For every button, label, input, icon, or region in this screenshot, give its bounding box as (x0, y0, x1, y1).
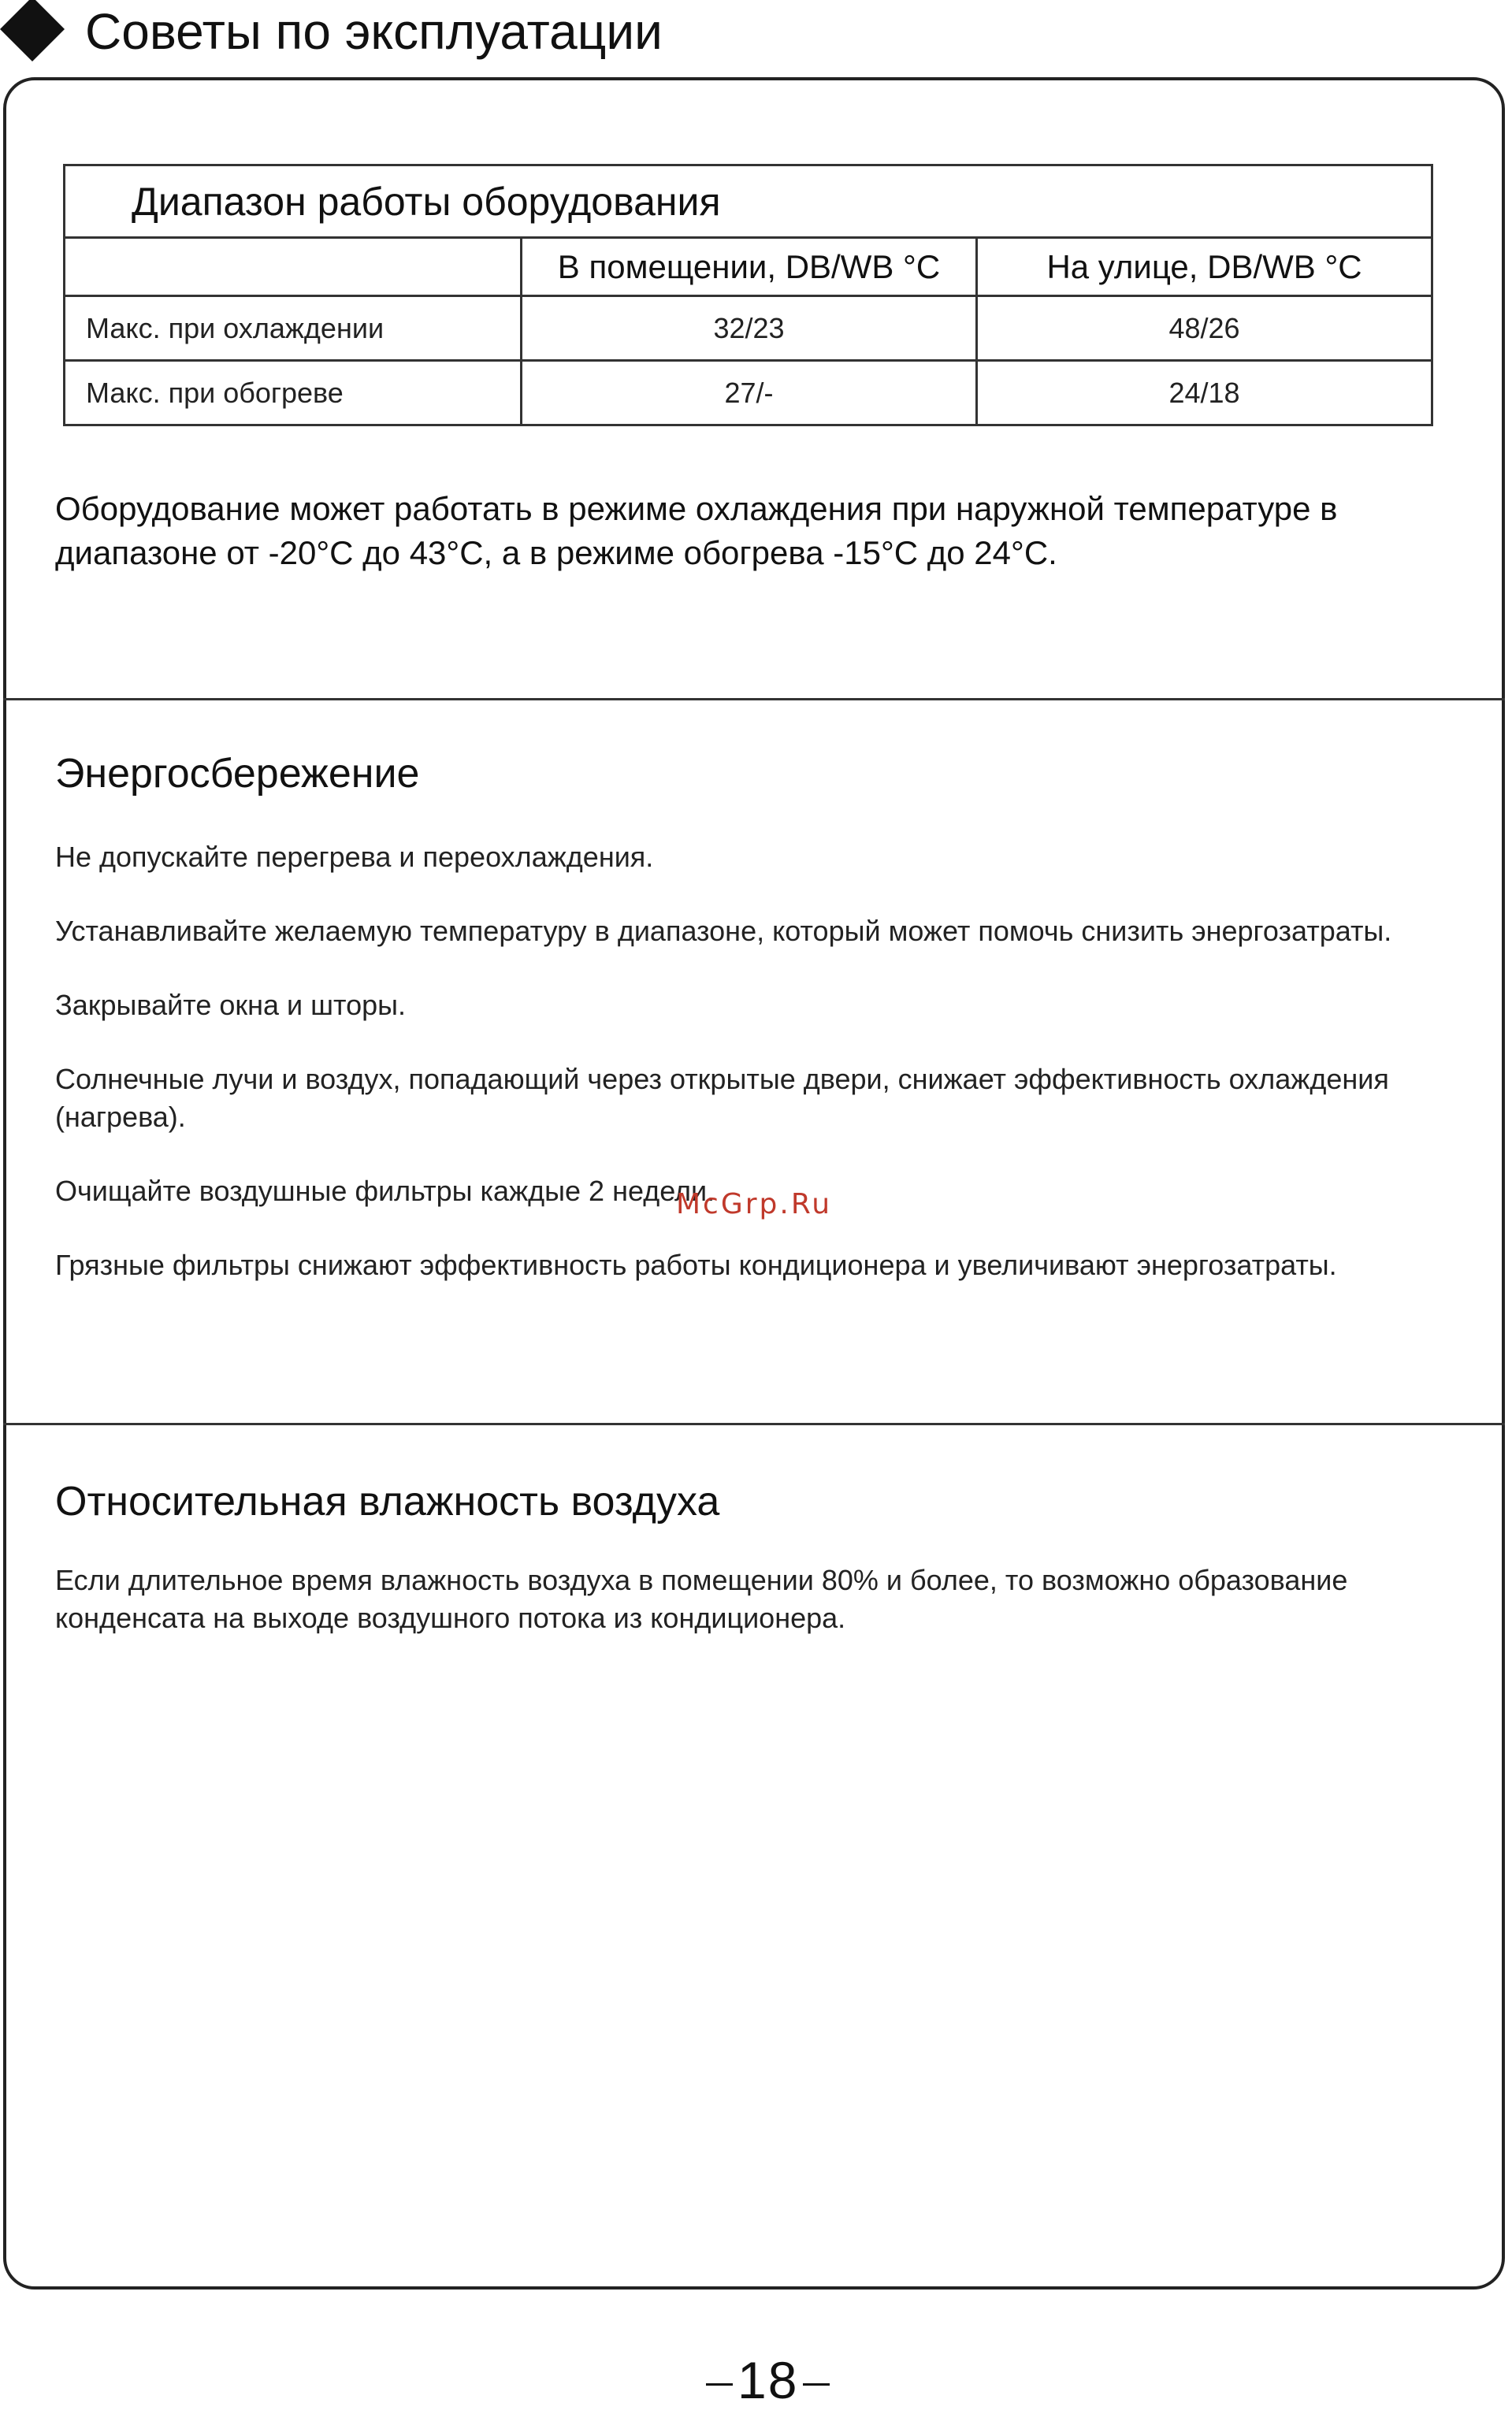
page-number-value: 18 (737, 2351, 799, 2409)
table-header-row (65, 238, 1432, 296)
cell-cooling-outdoor: 48/26 (977, 296, 1432, 361)
energy-tips-list (55, 838, 1489, 1320)
list-item: Устанавливайте желаемую температуру в диапазоне, который может помочь снизить энергозатраты. (55, 915, 1392, 947)
table-row (65, 361, 1432, 425)
humidity-note: Если длительное время влажность воздуха в помещении 80% и более, то возможно образование конденсата на выходе воздушного потока из кондиционера. (55, 1564, 1348, 1634)
cell-heating-outdoor: 24/18 (977, 361, 1432, 425)
humidity-heading: Относительная влажность воздуха (55, 1479, 720, 1525)
list-item: Солнечные лучи и воздух, попадающий через открытые двери, снижает эффективность охлаждения (нагрева). (55, 1063, 1389, 1133)
section-divider (3, 698, 1505, 700)
cell-heating-indoor: 27/- (522, 361, 977, 425)
list-item: Очищайте воздушные фильтры каждые 2 недели. (55, 1175, 715, 1207)
energy-saving-heading: Энергосбережение (55, 751, 420, 797)
list-item: Закрывайте окна и шторы. (55, 989, 407, 1021)
table-header-outdoor: На улице, DB/WB °C (977, 238, 1432, 296)
list-item: Не допускайте перегрева и переохлаждения. (55, 841, 654, 873)
list-item: Грязные фильтры снижают эффективность работы кондиционера и увеличивают энергозатраты. (55, 1249, 1337, 1281)
operating-range-table (63, 164, 1433, 426)
watermark: McGrp.Ru (676, 1188, 833, 1220)
table-row (65, 296, 1432, 361)
operating-range-note: Оборудование может работать в режиме охлаждения при наружной температуре в диапазоне от -20°C до 43°C, а в режиме обогрева -15°C до 24°C. (55, 490, 1338, 571)
table-header-indoor: В помещении, DB/WB °C (522, 238, 977, 296)
cell-cooling-indoor: 32/23 (522, 296, 977, 361)
diamond-icon (0, 0, 65, 61)
page-title: Советы по эксплуатации (85, 3, 663, 60)
dash-left (706, 2383, 733, 2386)
section-divider (3, 1423, 1505, 1425)
table-header-empty (65, 238, 522, 296)
row-label-heating: Макс. при обогреве (65, 361, 522, 425)
dash-right (803, 2383, 830, 2386)
table-caption: Диапазон работы оборудования (65, 165, 1432, 238)
page-number (701, 2353, 834, 2408)
row-label-cooling: Макс. при охлаждении (65, 296, 522, 361)
